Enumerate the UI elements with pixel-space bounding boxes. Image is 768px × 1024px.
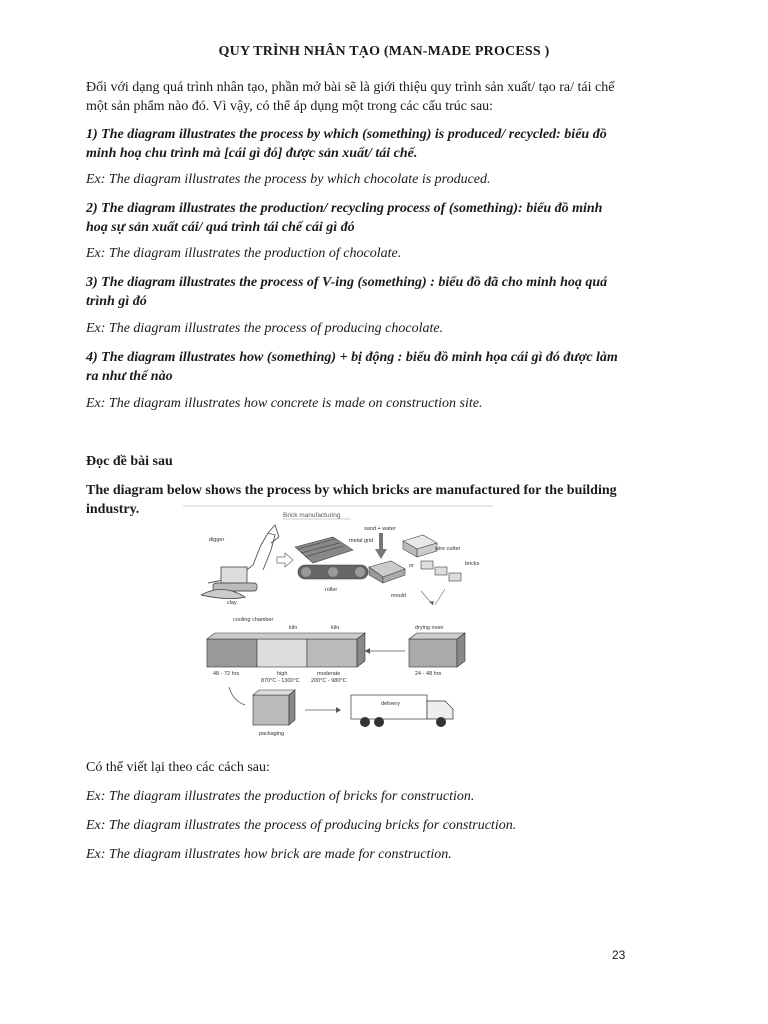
- wire-cutter-illustration: [403, 535, 461, 581]
- label-bricks: bricks: [465, 561, 480, 567]
- structure-2-line-2: hoạ sự sản xuất cái/ quá trình tái chế cái gì đó: [86, 220, 355, 235]
- label-wire-cutter: wire cutter: [435, 546, 461, 552]
- label-sand-water: sand + water: [364, 526, 396, 532]
- label-metal-grid: metal grid: [349, 538, 374, 544]
- label-moderate-temp: 200°C - 980°C: [311, 678, 347, 684]
- label-moderate: moderate: [317, 671, 341, 677]
- section-heading: Đọc đề bài sau: [86, 454, 173, 469]
- label-roller: roller: [325, 587, 338, 593]
- task-line-1: The diagram below shows the process by which bricks are manufactured for the building: [86, 483, 617, 498]
- rewrite-example-2: Ex: The diagram illustrates the process of producing bricks for construction.: [86, 818, 517, 833]
- drying-oven-box: [409, 633, 465, 667]
- structure-1-heading: [86, 125, 686, 163]
- rewrite-example-3: Ex: The diagram illustrates how brick are made for construction.: [86, 847, 452, 862]
- delivery-truck-illustration: [351, 695, 453, 727]
- page-number: 23: [612, 948, 626, 962]
- label-cooling-chamber: cooling chamber: [233, 617, 274, 623]
- rewrite-example-1: Ex: The diagram illustrates the production of bricks for construction.: [86, 789, 475, 804]
- structure-4-example: Ex: The diagram illustrates how concrete is made on construction site.: [86, 396, 483, 411]
- label-dry-time: 24 - 48 hrs: [415, 671, 442, 677]
- structure-3-line-1: 3) The diagram illustrates the process of V-ing (something) : biểu đồ đã cho minh hoạ quá: [86, 275, 608, 290]
- structure-1-line-2: minh hoạ chu trình mà [cái gì đó] được sản xuất/ tái chế.: [86, 146, 418, 161]
- label-packaging: packaging: [259, 731, 285, 737]
- intro-line-1: Đối với dạng quá trình nhân tạo, phần mở bài sẽ là giới thiệu quy trình sản xuất/ tạo ra/ tái chế: [86, 80, 615, 95]
- packaging-illustration: [253, 690, 295, 725]
- structure-4-heading: [86, 348, 686, 386]
- structure-1-line-1: 1) The diagram illustrates the process by which (something) is produced/ recycled: biểu đồ: [86, 127, 607, 142]
- task-line-2: industry.: [86, 502, 140, 517]
- structure-3-line-2: trình gì đó: [86, 294, 147, 309]
- structure-3-heading: [86, 273, 686, 311]
- label-high-temp: 870°C - 1300°C: [261, 678, 300, 684]
- intro-line-2: một sản phẩm nào đó. Vì vậy, có thể áp dụng một trong các cấu trúc sau:: [86, 99, 494, 114]
- label-high: high: [277, 671, 288, 677]
- structure-2-heading: [86, 199, 686, 237]
- structure-1-example: Ex: The diagram illustrates the process by which chocolate is produced.: [86, 172, 491, 187]
- structure-2-example: Ex: The diagram illustrates the production of chocolate.: [86, 246, 402, 261]
- label-kiln-2: kiln: [331, 625, 340, 631]
- label-drying-oven: drying oven: [415, 625, 444, 631]
- diagram-svg: [183, 505, 493, 745]
- mould-illustration: [369, 561, 405, 583]
- sand-water-arrow: [375, 533, 387, 559]
- diagram-title: Brick manufacturing: [283, 512, 341, 519]
- arrow-to-roller: [277, 553, 293, 567]
- intro-paragraph: [86, 78, 686, 116]
- label-cool-time: 48 - 72 hrs: [213, 671, 240, 677]
- structure-2-line-1: 2) The diagram illustrates the production/ recycling process of (something): biểu đồ minh: [86, 201, 603, 216]
- structure-4-line-2: ra như thế nào: [86, 369, 173, 384]
- label-clay: clay: [227, 600, 237, 606]
- brick-manufacturing-diagram: [183, 505, 493, 745]
- structure-3-example: Ex: The diagram illustrates the process of producing chocolate.: [86, 321, 444, 336]
- label-or: or: [409, 563, 414, 569]
- kiln-row: [207, 633, 365, 667]
- structure-4-line-1: 4) The diagram illustrates how (something) + bị động : biểu đồ minh họa cái gì đó được làm: [86, 350, 618, 365]
- label-digger: digger: [209, 537, 225, 543]
- page-title: QUY TRÌNH NHÂN TẠO (MAN-MADE PROCESS ): [218, 44, 550, 59]
- label-kiln-1: kiln: [289, 625, 298, 631]
- label-mould: mould: [391, 593, 406, 599]
- rewrite-intro: Có thể viết lại theo các cách sau:: [86, 760, 270, 775]
- label-delivery: delivery: [381, 701, 400, 707]
- arrow-to-packaging: [229, 687, 245, 705]
